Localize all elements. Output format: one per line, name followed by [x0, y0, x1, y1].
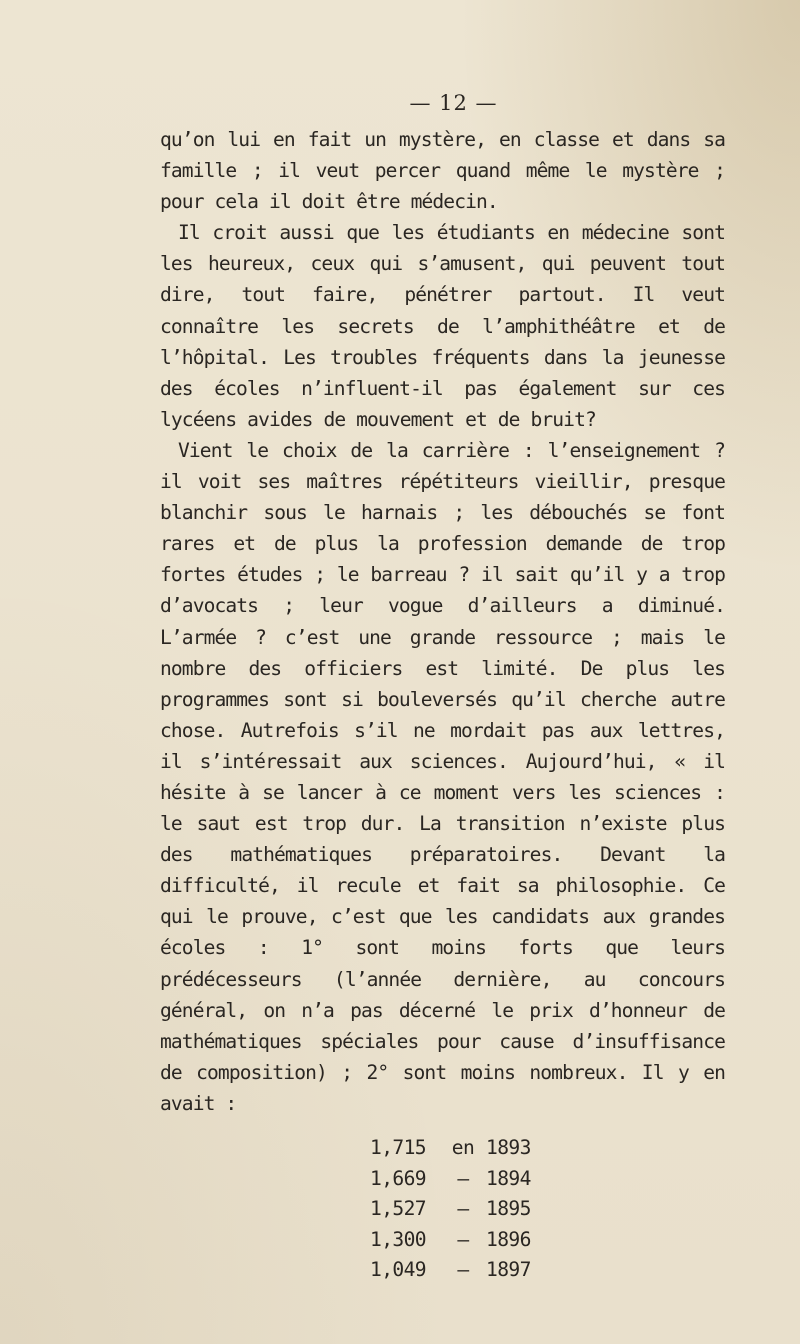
table-separator: —: [457, 1227, 469, 1251]
table-year: 1893: [486, 1136, 531, 1159]
table-year: 1894: [486, 1166, 531, 1190]
table-separator: —: [457, 1258, 469, 1281]
table-number: 1,300: [370, 1227, 426, 1251]
enrollment-table: [370, 1133, 725, 1286]
table-year: 1896: [486, 1227, 531, 1251]
table-number: 1,527: [370, 1197, 426, 1220]
table-number: 1,715: [370, 1136, 426, 1159]
paragraph-2: Il croit aussi que les étudiants en médecine sont les heureux, ceux qui s’amusent, qui peuvent tout dire, tout faire, pénétrer partout. Il veut connaître les secrets de l’amphithéâtre et de l’hôpital. Les troubles fréquents dans la jeunesse des écoles n’influent-il pas également sur ces lycéens avides de mouvement et de bruit?: [160, 221, 725, 431]
table-row: [370, 1194, 725, 1225]
table-row: [370, 1225, 725, 1256]
table-separator: en: [451, 1136, 475, 1159]
table-row: [370, 1133, 725, 1164]
book-page: [160, 86, 725, 1286]
table-year: 1895: [486, 1197, 531, 1220]
table-number: 1,669: [370, 1166, 426, 1190]
table-row: [370, 1164, 725, 1195]
body-text: [160, 124, 725, 1119]
paragraph-3: Vient le choix de la carrière : l’enseignement ? il voit ses maîtres répétiteurs vieillir, presque blanchir sous le harnais ; les débouchés se font rares et de plus la profession demande de trop fortes études ; le barreau ? il sait qu’il y a trop d’avocats ; leur vogue d’ailleurs a diminué. L’armée ? c’est une grande ressource ; mais le nombre des officiers est limité. De plus les programmes sont si bouleversés qu’il cherche autre chose. Autrefois s’il ne mordait pas aux lettres, il s’intéressait aux sciences. Aujourd’hui, « il hésite à se lancer à ce moment vers les sciences : le saut est trop dur. La transition n’existe plus des mathématiques préparatoires. Devant la difficulté, il recule et fait sa philosophie. Ce qui le prouve, c’est que les candidats aux grandes écoles : 1° sont moins forts que leurs prédécesseurs (l’année dernière, au concours général, on n’a pas décerné le prix d’honneur de mathématiques spéciales pour cause d’insuffisance de composition) ; 2° sont moins nombreux. Il y en avait :: [160, 438, 725, 1115]
table-separator: —: [457, 1197, 469, 1220]
table-row: [370, 1255, 725, 1286]
table-number: 1,049: [370, 1258, 426, 1281]
table-year: 1897: [486, 1258, 531, 1281]
page-number: — 12 —: [409, 91, 498, 115]
paragraph-1: qu’on lui en fait un mystère, en classe et dans sa famille ; il veut percer quand même le mystère ; pour cela il doit être médecin.: [160, 128, 725, 214]
table-separator: —: [457, 1166, 469, 1190]
